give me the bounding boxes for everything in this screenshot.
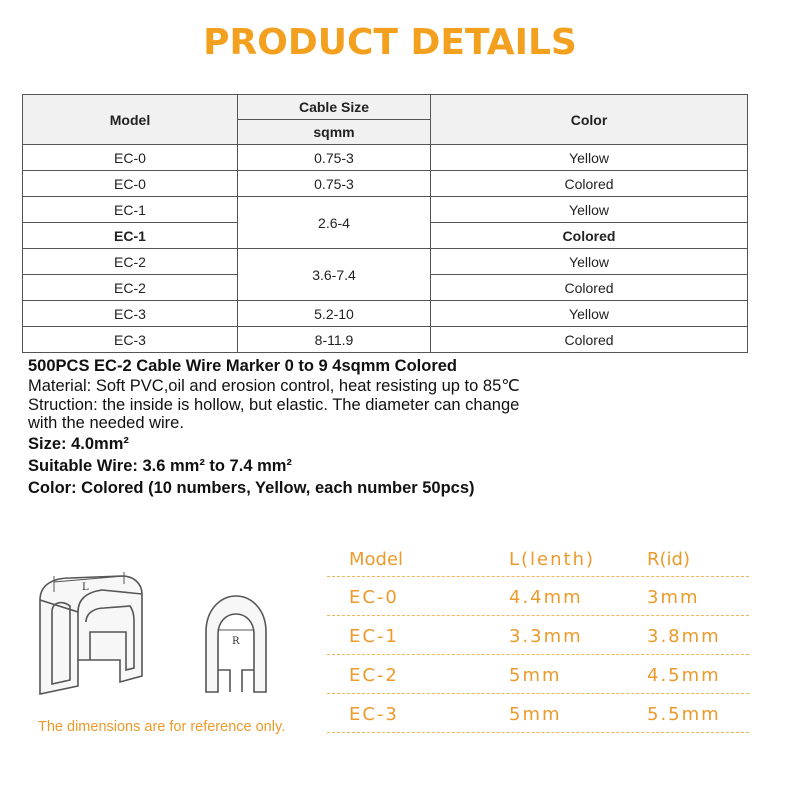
product-headline: 500PCS EC-2 Cable Wire Marker 0 to 9 4sqmm Colored	[28, 357, 457, 375]
table-row	[23, 301, 748, 327]
dim-id: 4.5mm	[647, 665, 721, 686]
dim-length: 5mm	[509, 665, 562, 686]
cell-color: Yellow	[431, 301, 748, 327]
dim-model: EC-3	[349, 704, 399, 725]
cell-size: 0.75-3	[238, 145, 431, 171]
cell-model: EC-2	[23, 275, 238, 301]
table-row	[23, 171, 748, 197]
cell-model: EC-2	[23, 249, 238, 275]
table-row	[23, 327, 748, 353]
size-text: Size: 4.0mm²	[28, 435, 129, 453]
cell-color: Colored	[431, 223, 748, 249]
cell-color: Yellow	[431, 145, 748, 171]
dim-header-model: Model	[349, 549, 404, 570]
dimensions-row	[327, 655, 749, 694]
dim-model: EC-2	[349, 665, 399, 686]
table-row	[23, 249, 748, 275]
radius-label: R	[232, 636, 240, 647]
page-title: PRODUCT DETAILS	[203, 22, 577, 63]
dim-header-length: L(lenth)	[509, 549, 596, 570]
cell-model: EC-0	[23, 145, 238, 171]
dim-length: 4.4mm	[509, 587, 583, 608]
cell-color: Colored	[431, 275, 748, 301]
cell-model: EC-3	[23, 301, 238, 327]
product-description	[28, 356, 768, 498]
dim-id: 5.5mm	[647, 704, 721, 725]
dim-header-id: R(id)	[647, 549, 690, 570]
header-color: Color	[431, 95, 748, 145]
dimensions-row	[327, 616, 749, 655]
length-label: L	[82, 582, 89, 593]
dimensions-header	[327, 540, 749, 577]
cell-color: Colored	[431, 327, 748, 353]
dim-model: EC-0	[349, 587, 399, 608]
table-row	[23, 145, 748, 171]
dimensions-row	[327, 694, 749, 733]
color-text: Color: Colored (10 numbers, Yellow, each number 50pcs)	[28, 479, 475, 497]
cell-model: EC-1	[23, 197, 238, 223]
dim-id: 3mm	[647, 587, 700, 608]
dimensions-table	[327, 540, 749, 733]
header-model: Model	[23, 95, 238, 145]
dim-model: EC-1	[349, 626, 399, 647]
marker-3d-drawing	[40, 572, 142, 694]
dimensions-row	[327, 577, 749, 616]
cell-model: EC-0	[23, 171, 238, 197]
cell-size: 5.2-10	[238, 301, 431, 327]
material-text: Material: Soft PVC,oil and erosion control, heat resisting up to 85℃	[28, 377, 520, 395]
spec-table	[22, 94, 748, 353]
structure-text-line2: with the needed wire.	[28, 414, 184, 432]
dim-length: 3.3mm	[509, 626, 583, 647]
cell-color: Colored	[431, 171, 748, 197]
cell-color: Yellow	[431, 197, 748, 223]
header-unit: sqmm	[238, 120, 431, 145]
dim-length: 5mm	[509, 704, 562, 725]
suitable-wire-text: Suitable Wire: 3.6 mm² to 7.4 mm²	[28, 457, 292, 475]
marker-diagram	[30, 572, 280, 702]
table-row	[23, 197, 748, 223]
cell-size: 8-11.9	[238, 327, 431, 353]
cell-size: 2.6-4	[238, 197, 431, 249]
cell-model: EC-3	[23, 327, 238, 353]
dim-id: 3.8mm	[647, 626, 721, 647]
cell-size: 3.6-7.4	[238, 249, 431, 301]
reference-note: The dimensions are for reference only.	[38, 719, 286, 735]
cell-color: Yellow	[431, 249, 748, 275]
header-cable-size: Cable Size	[238, 95, 431, 120]
structure-text-line1: Struction: the inside is hollow, but elastic. The diameter can change	[28, 396, 520, 414]
cell-model: EC-1	[23, 223, 238, 249]
cell-size: 0.75-3	[238, 171, 431, 197]
